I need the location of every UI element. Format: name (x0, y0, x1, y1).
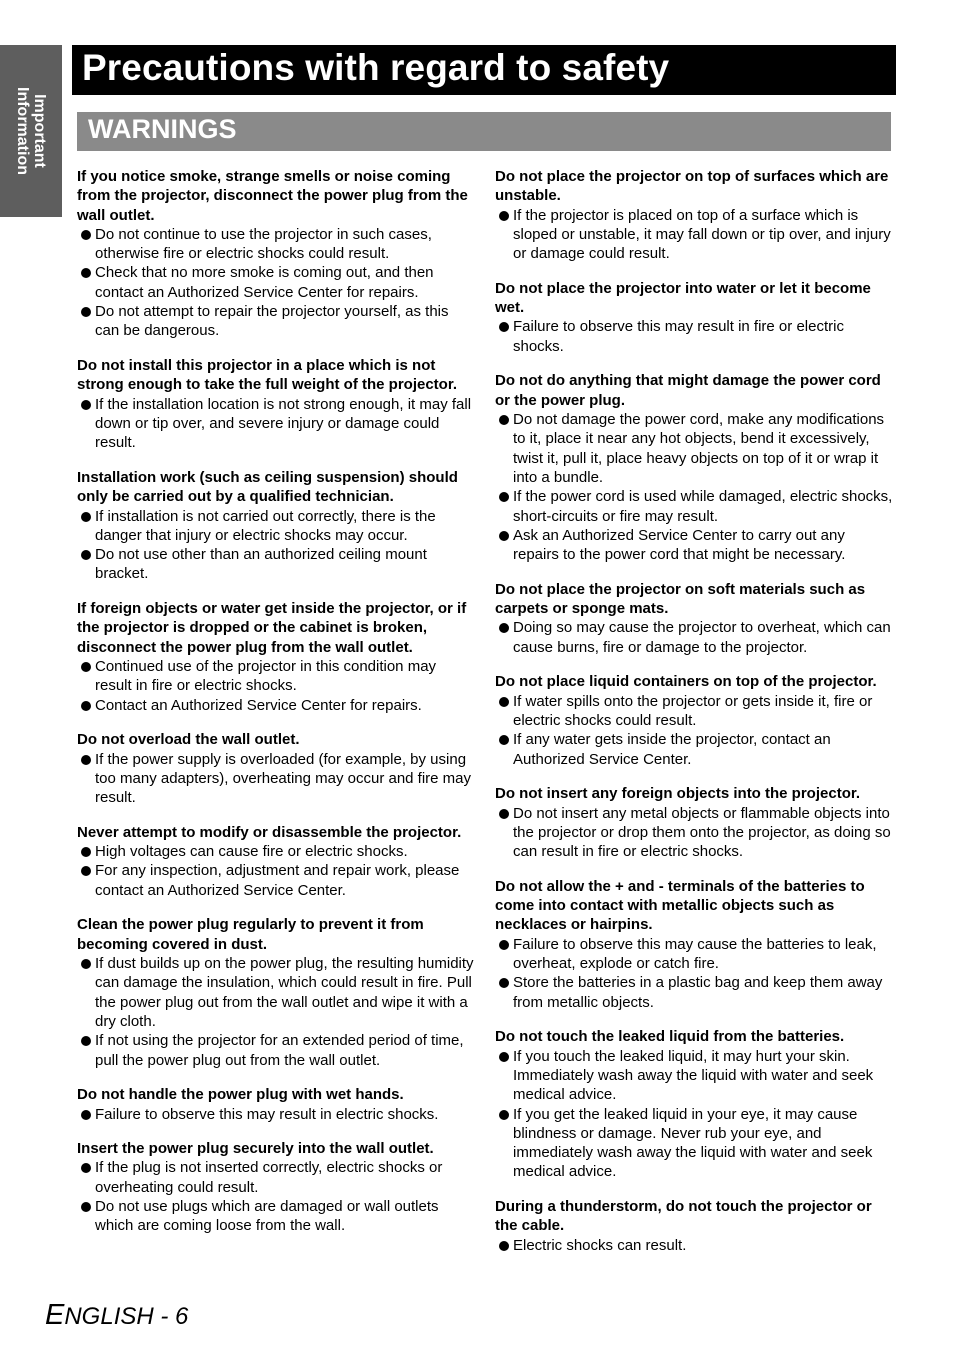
warning-item (77, 1197, 475, 1236)
bullet-icon (81, 662, 91, 672)
warning-item-text: Do not use plugs which are damaged or wall outlets which are coming loose from the wall. (95, 1198, 439, 1235)
warning-section (77, 730, 475, 807)
warning-item (77, 750, 475, 808)
bullet-icon (81, 755, 91, 765)
page-footer (45, 1300, 188, 1332)
bullet-icon (499, 1110, 509, 1120)
bullet-icon (81, 866, 91, 876)
title-bar (72, 45, 896, 95)
warning-item-text: Contact an Authorized Service Center for repairs. (95, 696, 422, 714)
warning-item-text: Electric shocks can result. (513, 1236, 687, 1254)
warning-item-text: Failure to observe this may cause the batteries to leak, overheat, explode or catch fire. (513, 935, 877, 973)
warning-item (495, 692, 893, 731)
bullet-icon (81, 1110, 91, 1120)
warning-item-text: Continued use of the projector in this condition may result in fire or electric shocks. (95, 658, 437, 695)
warning-item-text: Failure to observe this may result in fire or electric shocks. (513, 318, 844, 355)
warning-heading: Never attempt to modify or disassemble the projector. (77, 823, 462, 841)
warning-item (77, 507, 475, 546)
warning-section (495, 1027, 893, 1181)
warning-heading: Clean the power plug regularly to prevent it from becoming covered in dust. (77, 916, 424, 953)
bullet-icon (499, 978, 509, 988)
side-tab-text (14, 87, 48, 175)
warning-item (495, 618, 893, 657)
warning-heading: Do not do anything that might damage the power cord or the power plug. (495, 372, 881, 409)
warning-item-text: If you touch the leaked liquid, it may hurt your skin. Immediately wash away the liquid with water and seek medical advice. (513, 1047, 874, 1104)
warning-item-text: Do not damage the power cord, make any modifications to it, place it near any hot objects, bend it excessively, twist it, pull it, place heavy objects on top of it or wrap it into a bundle. (513, 411, 885, 486)
warning-heading: Do not place the projector on top of surfaces which are unstable. (495, 168, 889, 205)
warning-heading: Do not place liquid containers on top of the projector. (495, 673, 877, 691)
right-column (495, 167, 893, 1270)
bullet-icon (499, 735, 509, 745)
warning-section (495, 167, 893, 263)
warning-item (77, 1031, 475, 1070)
warning-item-text: If the installation location is not strong enough, it may fall down or tip over, and severe injury or damage could result. (95, 395, 472, 452)
warning-item (77, 954, 475, 1031)
bullet-icon (81, 1202, 91, 1212)
warning-item (495, 206, 893, 264)
warning-item (495, 526, 893, 565)
warning-heading: Do not install this projector in a place which is not strong enough to take the full weight of the projector. (77, 357, 458, 394)
warning-item-text: If dust builds up on the power plug, the resulting humidity can damage the insulation, which could result in fire. Pull the power plug out from the wall outlet and wipe it with a dry cloth. (95, 955, 474, 1030)
warning-heading: Do not insert any foreign objects into the projector. (495, 785, 861, 803)
bullet-icon (81, 400, 91, 410)
bullet-icon (499, 415, 509, 425)
bullet-icon (81, 1036, 91, 1046)
bullet-icon (81, 701, 91, 711)
bullet-icon (81, 230, 91, 240)
warning-heading: Do not overload the wall outlet. (77, 731, 300, 749)
warning-item (77, 696, 475, 715)
warning-heading: Do not allow the + and - terminals of the batteries to come into contact with metallic objects such as necklaces or hairpins. (495, 877, 865, 934)
warnings-bar (77, 112, 891, 151)
warning-item-text: Do not continue to use the projector in such cases, otherwise fire or electric shocks could result. (95, 225, 432, 263)
warning-heading: Do not place the projector into water or let it become wet. (495, 279, 871, 317)
warning-heading: If you notice smoke, strange smells or noise coming from the projector, disconnect the power plug from the wall outlet. (77, 168, 468, 224)
warning-section (77, 823, 475, 900)
footer-initial: E (45, 1299, 65, 1331)
warning-section (495, 371, 893, 564)
warning-item-text: If the projector is placed on top of a surface which is sloped or unstable, it may fall down or tip over, and injury or damage could result. (513, 206, 891, 263)
warning-item-text: Check that no more smoke is coming out, and then contact an Authorized Service Center for repairs. (95, 264, 434, 301)
warning-item (77, 861, 475, 900)
warning-section (77, 599, 475, 715)
warning-item (495, 410, 893, 487)
bullet-icon (499, 492, 509, 502)
bullet-icon (81, 847, 91, 857)
warning-item (495, 1236, 893, 1255)
warning-heading: Insert the power plug securely into the wall outlet. (77, 1140, 434, 1158)
warning-item-text: Do not insert any metal objects or flammable objects into the projector or drop them onto the projector, as doing so can result in fire or electric shocks. (513, 804, 891, 861)
bullet-icon (81, 268, 91, 278)
warning-item-text: If the power cord is used while damaged, electric shocks, short-circuits or fire may result. (513, 488, 893, 525)
warning-item-text: If any water gets inside the projector, contact an Authorized Service Center. (513, 731, 831, 768)
side-tab-line1: Important (31, 94, 48, 168)
footer-label: NGLISH - 6 (64, 1303, 189, 1330)
page-title: Precautions with regard to safety (82, 47, 670, 88)
warning-item (495, 973, 893, 1012)
warning-heading: Do not place the projector on soft materials such as carpets or sponge mats. (495, 580, 866, 618)
bullet-icon (81, 1163, 91, 1173)
warning-heading: Do not touch the leaked liquid from the batteries. (495, 1028, 845, 1046)
bullet-icon (499, 211, 509, 221)
warning-item (495, 730, 893, 769)
side-tab (0, 45, 62, 217)
warning-item-text: Store the batteries in a plastic bag and keep them away from metallic objects. (513, 974, 883, 1011)
bullet-icon (81, 512, 91, 522)
left-column (77, 167, 475, 1251)
side-tab-line2: Information (14, 87, 31, 175)
warning-heading: If foreign objects or water get inside the projector, or if the projector is dropped or the cabinet is broken, disconnect the power plug from the wall outlet. (77, 600, 467, 656)
warning-item-text: Do not use other than an authorized ceiling mount bracket. (95, 546, 427, 583)
warning-item-text: If the power supply is overloaded (for example, by using too many adapters), overheating may occur and fire may result. (95, 750, 472, 807)
bullet-icon (81, 307, 91, 317)
bullet-icon (81, 959, 91, 969)
warning-section (495, 877, 893, 1012)
bullet-icon (499, 809, 509, 819)
bullet-icon (499, 531, 509, 541)
warning-item (77, 1105, 475, 1124)
warning-item (77, 225, 475, 264)
warning-item (77, 842, 475, 861)
warning-section (77, 1139, 475, 1235)
warning-item (495, 935, 893, 974)
warning-section (495, 784, 893, 861)
warning-item-text: If the plug is not inserted correctly, electric shocks or overheating could result. (95, 1159, 443, 1196)
bullet-icon (81, 550, 91, 560)
warning-item (495, 317, 893, 356)
warning-heading: During a thunderstorm, do not touch the projector or the cable. (495, 1198, 872, 1235)
warning-item-text: If you get the leaked liquid in your eye, it may cause blindness or damage. Never rub your eye, and immediately wash away the liquid with water and seek medical advice. (513, 1105, 873, 1181)
warning-item-text: High voltages can cause fire or electric shocks. (95, 843, 408, 861)
warning-item-text: For any inspection, adjustment and repair work, please contact an Authorized Service Center. (95, 862, 460, 899)
warning-heading: Installation work (such as ceiling suspension) should only be carried out by a qualified technician. (77, 468, 458, 506)
warning-section (77, 915, 475, 1069)
warning-item-text: If water spills onto the projector or gets inside it, fire or electric shocks could result. (513, 692, 873, 729)
bullet-icon (499, 1052, 509, 1062)
bullet-icon (499, 697, 509, 707)
warning-item (77, 1158, 475, 1197)
warning-heading: Do not handle the power plug with wet hands. (77, 1086, 404, 1104)
warning-item (77, 302, 475, 341)
bullet-icon (499, 940, 509, 950)
warning-item (77, 263, 475, 302)
warning-section (77, 468, 475, 584)
warning-section (495, 672, 893, 768)
warning-item (495, 1047, 893, 1105)
bullet-icon (499, 623, 509, 633)
warning-section (77, 356, 475, 452)
section-title: WARNINGS (88, 114, 237, 144)
warning-item-text: Failure to observe this may result in electric shocks. (95, 1105, 439, 1123)
warning-item-text: Doing so may cause the projector to overheat, which can cause burns, fire or damage to the projector. (513, 619, 891, 656)
warning-section (495, 1197, 893, 1255)
bullet-icon (499, 1241, 509, 1251)
warning-item (495, 804, 893, 862)
warning-item-text: If installation is not carried out correctly, there is the danger that injury or electric shocks may occur. (95, 507, 436, 544)
warning-item (77, 395, 475, 453)
warning-item (77, 657, 475, 696)
warning-section (77, 1085, 475, 1124)
warning-item-text: Ask an Authorized Service Center to carry out any repairs to the power cord that might be necessary. (513, 526, 846, 564)
warning-item-text: Do not attempt to repair the projector yourself, as this can be dangerous. (95, 303, 449, 340)
warning-section (495, 279, 893, 356)
warning-section (77, 167, 475, 341)
warning-item-text: If not using the projector for an extended period of time, pull the power plug out from the wall outlet. (95, 1032, 464, 1069)
warning-item (495, 487, 893, 526)
warning-item (77, 545, 475, 584)
warning-section (495, 580, 893, 657)
bullet-icon (499, 322, 509, 332)
warning-item (495, 1105, 893, 1182)
